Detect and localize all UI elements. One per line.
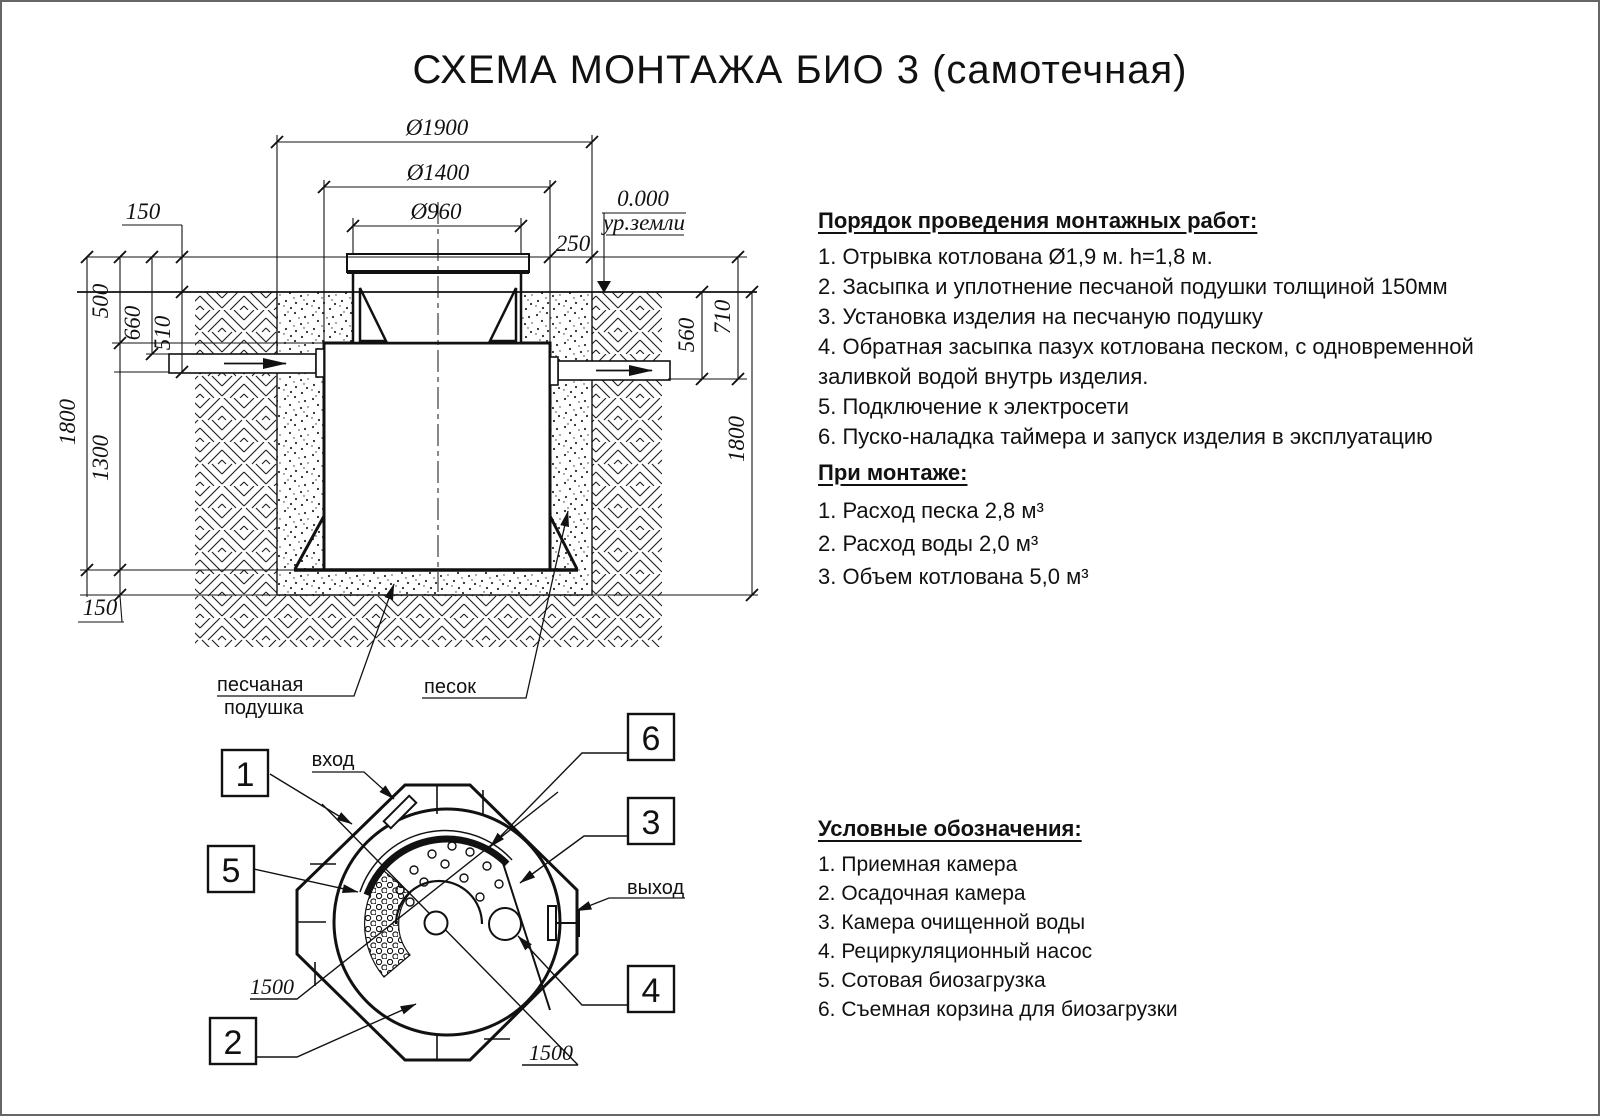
instructions-heading: Порядок проведения монтажных работ: [818,208,1258,233]
callout-4: 4 [641,972,661,1010]
label-sand: песок [424,676,477,698]
dim-1300: 1300 [88,435,113,481]
installation-block [818,460,1318,593]
dim-cushion-150: 150 [82,595,118,620]
instruction-item: 4. Обратная засыпка пазух котлована песком, с одновременной заливкой водой внутрь изделия. [818,334,1474,389]
legend-item: 5. Сотовая биозагрузка [818,969,1046,992]
callout-5: 5 [221,852,241,890]
dim-1800-right: 1800 [724,416,749,462]
outlet-pipe [550,357,670,385]
center-port [425,912,448,935]
dim-side-offset-250: 250 [555,231,591,256]
technical-drawing [2,2,1600,1116]
dim-1500-bottom: 1500 [529,1040,573,1065]
legend-item: 6. Съемная корзина для биозагрузки [818,998,1178,1021]
instructions-block [818,208,1510,452]
instruction-item: 6. Пуско-наладка таймера и запуск изделия в эксплуатацию [818,424,1433,449]
legend-block [818,816,1318,1024]
label-sand-cushion-2: подушка [224,697,304,719]
installation-item: 3. Объем котлована 5,0 м³ [818,564,1089,589]
recirculation-pump [489,908,521,940]
dim-510: 510 [150,315,175,351]
label-inlet: вход [311,749,355,771]
dim-1500-left: 1500 [250,974,294,999]
dim-710: 710 [710,299,735,335]
dim-1800-left: 1800 [55,399,80,445]
instruction-item: 2. Засыпка и уплотнение песчаной подушки толщиной 150мм [818,274,1448,299]
dim-zero-level: 0.000 [617,186,669,211]
top-view [208,714,685,1065]
dim-560: 560 [674,317,699,353]
dim-pit-diameter: Ø1900 [405,115,469,140]
installation-heading: При монтаже: [818,460,968,485]
legend-item: 1. Приемная камера [818,853,1018,876]
dim-500: 500 [88,283,113,319]
instruction-item: 5. Подключение к электросети [818,394,1129,419]
dim-660: 660 [120,305,145,341]
callout-3: 3 [641,804,661,842]
inlet-leader [312,772,394,799]
label-sand-cushion-1: песчаная [217,674,304,696]
label-ground-level: ур.земли [603,210,685,235]
legend-heading: Условные обозначения: [818,816,1082,841]
tank-body [324,343,550,570]
outlet-leader [576,898,685,911]
legend-item: 2. Осадочная камера [818,882,1026,905]
installation-item: 2. Расход воды 2,0 м³ [818,531,1039,556]
label-outlet: выход [627,877,685,899]
cross-section-view [55,115,758,719]
instruction-item: 3. Установка изделия на песчаную подушку [818,304,1263,329]
instruction-item: 1. Отрывка котлована Ø1,9 м. h=1,8 м. [818,244,1213,269]
legend-item: 3. Камера очищенной воды [818,911,1086,934]
installation-item: 1. Расход песка 2,8 м³ [818,498,1044,523]
page-title: СХЕМА МОНТАЖА БИО 3 (самотечная) [412,48,1188,92]
dim-lid-diameter: Ø960 [410,199,462,224]
callout-1: 1 [235,756,255,794]
dim-top-offset-150: 150 [125,199,161,224]
inlet-pipe [169,349,324,377]
legend-item: 4. Рециркуляционный насос [818,940,1093,963]
dim-tank-diameter: Ø1400 [406,160,470,185]
callout-2: 2 [223,1024,243,1062]
callout-6: 6 [641,720,661,758]
